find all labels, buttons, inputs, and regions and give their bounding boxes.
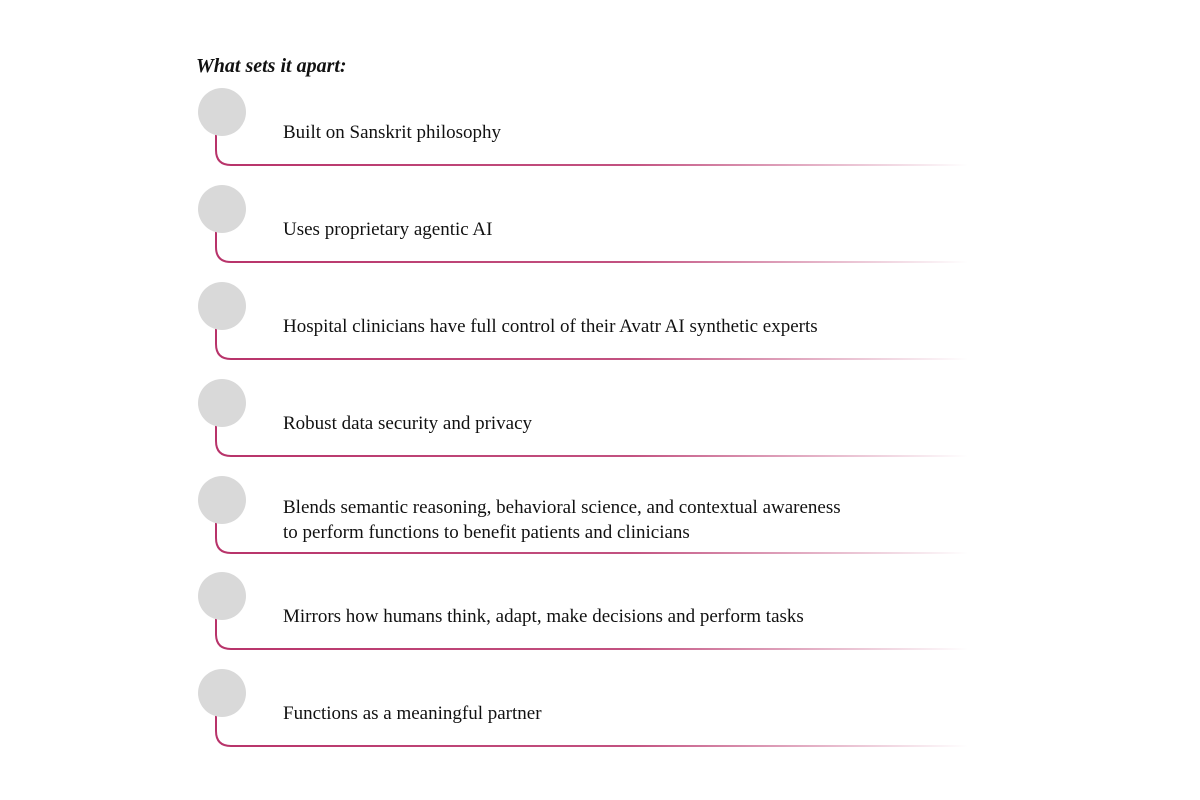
feature-item-text: Uses proprietary agentic AI [283,218,493,240]
feature-item-3 [198,282,970,362]
feature-item-text: Mirrors how humans think, adapt, make decisions and perform tasks [283,605,804,627]
feature-item-text: Built on Sanskrit philosophy [283,121,501,143]
feature-item-7 [198,669,970,749]
feature-item-1 [198,88,970,168]
feature-item-text: Functions as a meaningful partner [283,702,542,724]
bullet-circle [198,282,246,330]
feature-item-2 [198,185,970,265]
feature-item-6 [198,572,970,652]
feature-item-text: Robust data security and privacy [283,412,533,434]
section-heading: What sets it apart: [196,55,347,77]
bullet-circle [198,572,246,620]
feature-item-5 [198,476,970,556]
bullet-circle [198,185,246,233]
bullet-circle [198,669,246,717]
feature-item-text: Hospital clinicians have full control of their Avatr AI synthetic experts [283,315,818,337]
bullet-circle [198,476,246,524]
bullet-circle [198,379,246,427]
bullet-circle [198,88,246,136]
feature-item-text: Blends semantic reasoning, behavioral science, and contextual awareness to perform functions to benefit patients and clinicians [283,497,841,543]
feature-item-4 [198,379,970,459]
